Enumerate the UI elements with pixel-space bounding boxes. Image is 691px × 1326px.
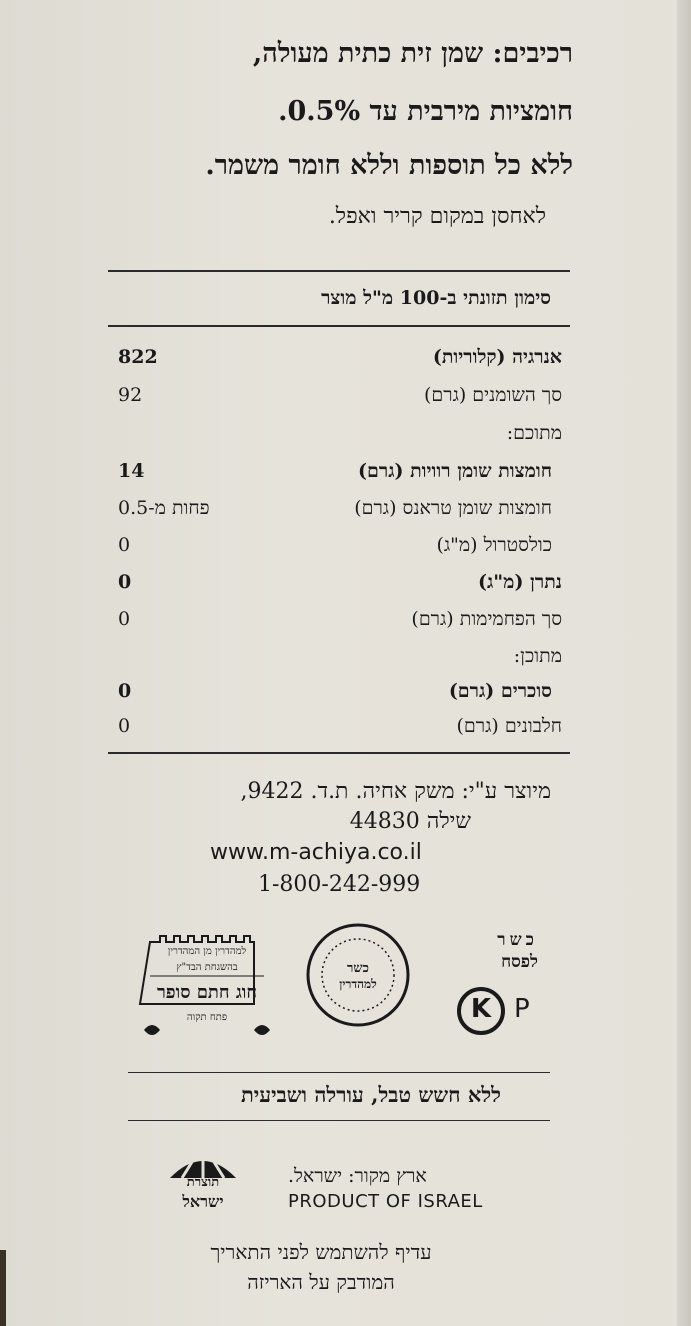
hatam-supervision: בהשגחת הבד"ץ bbox=[176, 962, 238, 973]
package-edge bbox=[677, 0, 691, 1326]
nutrition-row-trans-fat bbox=[118, 497, 562, 525]
logo-top-text: תוצרת bbox=[186, 1175, 220, 1190]
row-label: חומצות שומן רוויות (גרם) bbox=[358, 460, 552, 482]
divider bbox=[128, 1120, 550, 1121]
row-label: סוכרים (גרם) bbox=[448, 680, 552, 702]
row-label: חלבונים (גרם) bbox=[456, 715, 562, 737]
row-value: 0 bbox=[118, 571, 132, 593]
row-value: 0 bbox=[118, 608, 131, 630]
divider bbox=[108, 325, 570, 327]
made-in-israel-logo bbox=[162, 1148, 244, 1218]
row-value: 0 bbox=[118, 680, 132, 702]
row-value: 822 bbox=[118, 346, 158, 368]
row-label: מתוכן: bbox=[513, 645, 562, 667]
row-label: כולסטרול (מ"ג) bbox=[436, 534, 552, 556]
row-label: מתוכם: bbox=[506, 422, 562, 444]
row-label: סך השומנים (גרם) bbox=[423, 384, 562, 406]
rabbinate-seal bbox=[305, 922, 411, 1028]
passover-label: לפסח bbox=[501, 952, 538, 972]
nutrition-row-sodium bbox=[118, 571, 562, 599]
manufacturer-address: מיוצר ע"י: משק אחיה. ת.ד. 9422, bbox=[240, 779, 551, 804]
package-shadow bbox=[0, 1250, 6, 1326]
divider bbox=[108, 752, 570, 754]
p-symbol: P bbox=[514, 994, 530, 1024]
nutrition-title: סימון תזונתי ב-100 מ"ל מוצר bbox=[321, 287, 551, 309]
manufacturer-city: שילה 44830 bbox=[349, 809, 471, 834]
hatam-tagline: למהדרין מן המהדרין bbox=[167, 946, 247, 957]
nutrition-row-of-which-carbs bbox=[118, 645, 562, 673]
nutrition-row-sugars bbox=[118, 680, 562, 708]
row-value: 0 bbox=[118, 534, 131, 556]
row-label: סך הפחמימות (גרם) bbox=[411, 608, 562, 630]
row-value: 14 bbox=[118, 460, 145, 482]
country-of-origin: ארץ מקור: ישראל. bbox=[288, 1165, 427, 1187]
ingredients-line-1: רכיבים: שמן זית כתית מעולה, bbox=[252, 38, 573, 69]
divider bbox=[128, 1072, 550, 1073]
row-label: חומצות שומן טראנס (גרם) bbox=[354, 497, 552, 519]
manufacturer-website: www.m-achiya.co.il bbox=[210, 840, 422, 865]
nutrition-row-cholesterol bbox=[118, 534, 562, 562]
kosher-label: כשר bbox=[497, 930, 538, 950]
nutrition-row-saturated-fat bbox=[118, 460, 562, 488]
nutrition-row-energy bbox=[118, 346, 562, 374]
seal-kosher: כשר bbox=[347, 961, 369, 976]
k-symbol: K bbox=[470, 994, 492, 1024]
row-value: 92 bbox=[118, 384, 143, 406]
hatam-sofer-logo bbox=[132, 932, 282, 1042]
hatam-city: פתח תקוה bbox=[186, 1012, 228, 1023]
best-before-line-1: עדיף להשתמש לפני התאריך bbox=[210, 1240, 432, 1264]
nutrition-row-carbohydrates bbox=[118, 608, 562, 636]
kosher-passover-mark bbox=[452, 930, 552, 1040]
seal-mehadrin: למהדרין bbox=[339, 977, 377, 991]
divider bbox=[108, 270, 570, 272]
row-label: נתרן (מ"ג) bbox=[478, 571, 562, 593]
nutrition-row-protein bbox=[118, 715, 562, 743]
row-label: אנרגיה (קלוריות) bbox=[432, 346, 562, 368]
manufacturer-phone: 1-800-242-999 bbox=[258, 872, 421, 897]
row-value: פחות מ-0.5 bbox=[118, 497, 210, 519]
hatam-name: חוג חתם סופר bbox=[156, 982, 258, 1003]
logo-bottom-text: ישראל bbox=[182, 1192, 224, 1211]
nutrition-row-of-which-fat bbox=[118, 422, 562, 450]
ingredients-line-2: חומציות מירבית עד 0.5%. bbox=[278, 96, 573, 127]
product-of-israel: PRODUCT OF ISRAEL bbox=[288, 1191, 483, 1212]
nutrition-row-total-fat bbox=[118, 384, 562, 412]
ingredients-line-3: ללא כל תוספות וללא חומר משמר. bbox=[205, 150, 573, 181]
best-before-line-2: המודבק על האריזה bbox=[247, 1270, 395, 1294]
no-tevel-statement: ללא חשש טבל, עורלה ושביעית bbox=[240, 1082, 501, 1107]
storage-instructions: לאחסן במקום קריר ואפל. bbox=[328, 204, 546, 229]
row-value: 0 bbox=[118, 715, 131, 737]
